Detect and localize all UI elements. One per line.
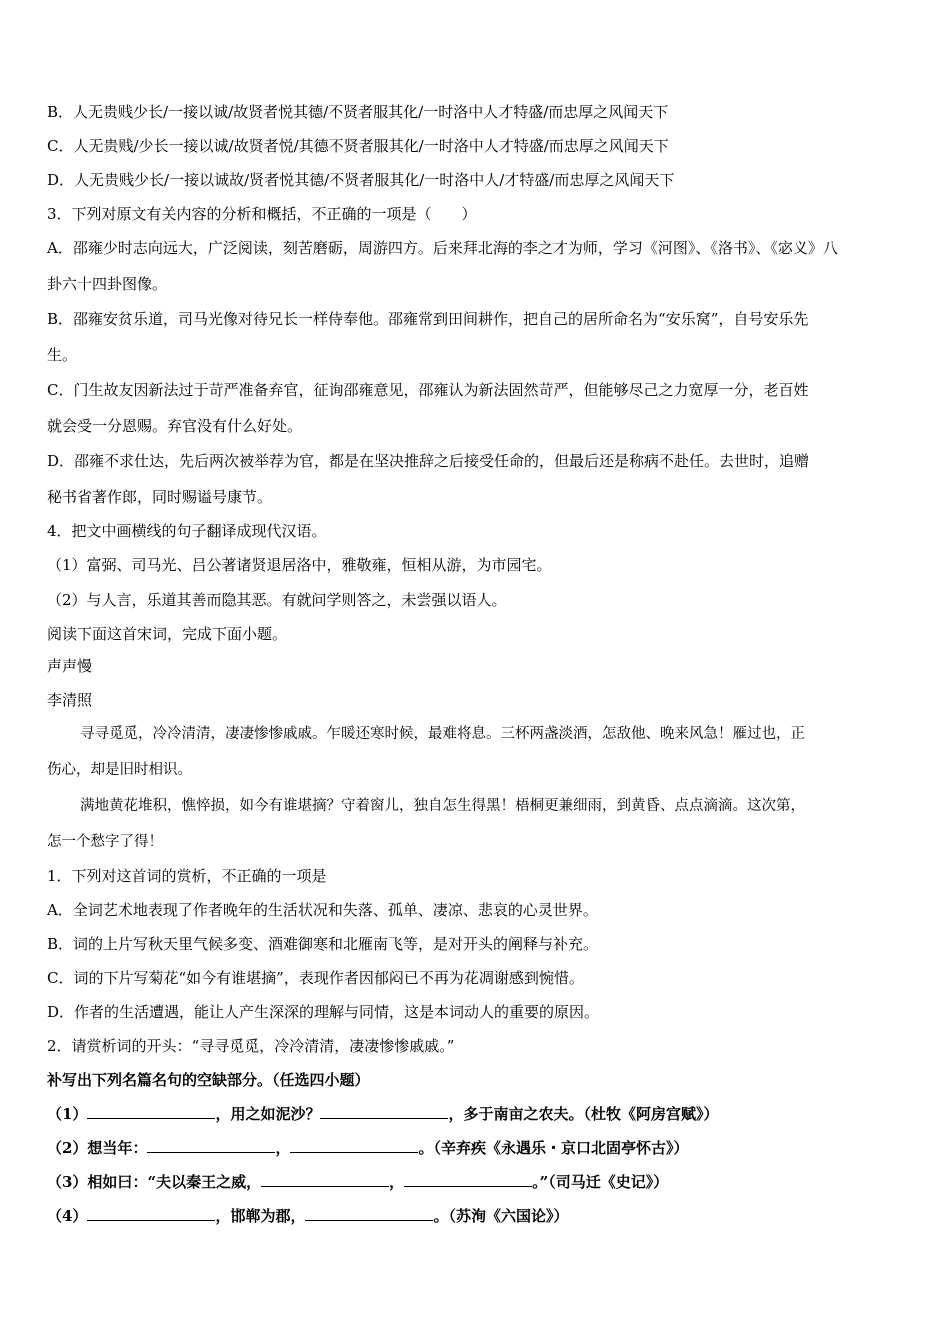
q3-option-d-line1: D．邵雍不求仕达，先后两次被举荐为官，都是在坚决推辞之后接受任命的，但最后还是称病不赴任。去世时，追赠: [47, 452, 810, 470]
q2-option-c: C．人无贵贱/少长一接以诚/故贤者悦/其德不贤者服其化/一时洛中人才特盛/而忠厚之风闻天下: [47, 137, 669, 155]
fill-item-4: [47, 1206, 568, 1226]
poem-author: 李清照: [47, 691, 93, 709]
fill-item-3-middle: ，: [389, 1173, 405, 1191]
poem-q1-option-d: D．作者的生活遭遇，能让人产生深深的理解与同情，这是本词动人的重要的原因。: [47, 1003, 600, 1021]
q4-sentence-1: （1）富弼、司马光、吕公著诸贤退居洛中，雅敬雍，恒相从游，为市园宅。: [47, 556, 552, 574]
q3-option-b-line1: B．邵雍安贫乐道，司马光像对待兄长一样侍奉他。邵雍常到田间耕作，把自己的居所命名为“安乐窝”，自号安乐先: [47, 310, 809, 328]
poem-q1-option-b: B．词的上片写秋天里气候多变、酒难御寒和北雁南飞等，是对开头的阐释与补充。: [47, 935, 599, 953]
q3-option-a-line1: A．邵雍少时志向远大，广泛阅读，刻苦磨砺，周游四方。后来拜北海的李之才为师，学习《河图》、《洛书》、《宓义》八: [47, 239, 838, 257]
poem-q1-option-c: C．词的下片写菊花“如今有谁堪摘”，表现作者因郁闷已不再为花凋谢感到惋惜。: [47, 969, 584, 987]
fill-blank[interactable]: [404, 1172, 532, 1187]
fill-blank[interactable]: [290, 1138, 418, 1153]
fill-item-3: [47, 1172, 668, 1192]
fill-item-2-suffix: 。（辛弃疾《永遇乐・京口北固亭怀古》）: [418, 1139, 689, 1157]
fill-item-3-prefix: （3）相如曰：“夫以秦王之威，: [47, 1173, 262, 1191]
q3-option-c-line1: C．门生故友因新法过于苛严准备弃官，征询邵雍意见，邵雍认为新法固然苛严，但能够尽己之力宽厚一分，老百姓: [47, 381, 809, 399]
q3-option-d-line2: 秘书省著作郎，同时赐谥号康节。: [47, 488, 273, 506]
fill-item-4-middle: ，邯郸为郡，: [215, 1207, 306, 1225]
fill-item-4-suffix: 。（苏洵《六国论》）: [433, 1207, 569, 1225]
fill-item-1-prefix: （1）: [47, 1105, 88, 1123]
fill-item-1-suffix: ，多于南亩之农夫。（杜牧《阿房宫赋》）: [448, 1105, 719, 1123]
fill-item-1: [47, 1104, 718, 1124]
fill-item-1-middle: ，用之如泥沙？: [215, 1105, 321, 1123]
poem-stanza-1-line1: 寻寻觅觅，冷冷清清，凄凄惨惨戚戚。乍暖还寒时候，最难将息。三杯两盏淡酒，怎敌他、晚来风急！雁过也，正: [80, 726, 805, 742]
fill-blank[interactable]: [87, 1206, 215, 1221]
q3-option-b-line2: 生。: [47, 346, 78, 364]
poem-stanza-1-line2: 伤心，却是旧时相识。: [47, 762, 192, 778]
fill-item-3-suffix: 。”（司马迁《史记》）: [532, 1173, 669, 1191]
fill-blank[interactable]: [320, 1104, 448, 1119]
poem-stanza-2-line2: 怎一个愁字了得！: [47, 834, 163, 850]
q4-stem: 4．把文中画横线的句子翻译成现代汉语。: [47, 522, 327, 540]
q3-option-a-line2: 卦六十四卦图像。: [47, 275, 168, 293]
fill-blank[interactable]: [261, 1172, 389, 1187]
poem-stanza-2-line1: 满地黄花堆积，憔悴损，如今有谁堪摘？守着窗儿，独自怎生得黑！梧桐更兼细雨，到黄昏、点点滴滴。这次第，: [80, 798, 805, 814]
fill-blank[interactable]: [87, 1104, 215, 1119]
poem-q2-stem: 2．请赏析词的开头：“寻寻觅觅，冷冷清清，凄凄惨惨戚戚。”: [47, 1037, 455, 1055]
q4-sentence-2: （2）与人言，乐道其善而隐其恶。有就问学则答之，未尝强以语人。: [47, 591, 507, 609]
fill-blank[interactable]: [305, 1206, 433, 1221]
q3-option-c-line2: 就会受一分恩赐。弃官没有什么好处。: [47, 417, 303, 435]
q3-stem: 3．下列对原文有关内容的分析和概括，不正确的一项是（ ）: [47, 205, 477, 223]
fill-blank[interactable]: [147, 1138, 275, 1153]
fill-item-4-prefix: （4）: [47, 1207, 88, 1225]
fill-heading: 补写出下列名篇名句的空缺部分。（任选四小题）: [47, 1071, 370, 1089]
poem-q1-option-a: A．全词艺术地表现了作者晚年的生活状况和失落、孤单、凄凉、悲哀的心灵世界。: [47, 901, 598, 919]
poem-title: 声声慢: [47, 657, 93, 675]
fill-item-2: [47, 1138, 688, 1158]
fill-item-2-prefix: （2）想当年：: [47, 1139, 148, 1157]
poem-q1-stem: 1．下列对这首词的赏析，不正确的一项是: [47, 867, 327, 885]
q2-option-d: D．人无贵贱少长/一接以诚故/贤者悦其德/不贤者服其化/一时洛中人/才特盛/而忠厚之风闻天下: [47, 171, 675, 189]
q2-option-b: B．人无贵贱少长/一接以诚/故贤者悦其德/不贤者服其化/一时洛中人才特盛/而忠厚之风闻天下: [47, 103, 669, 121]
poem-intro: 阅读下面这首宋词，完成下面小题。: [47, 625, 288, 643]
fill-item-2-middle: ，: [275, 1139, 291, 1157]
